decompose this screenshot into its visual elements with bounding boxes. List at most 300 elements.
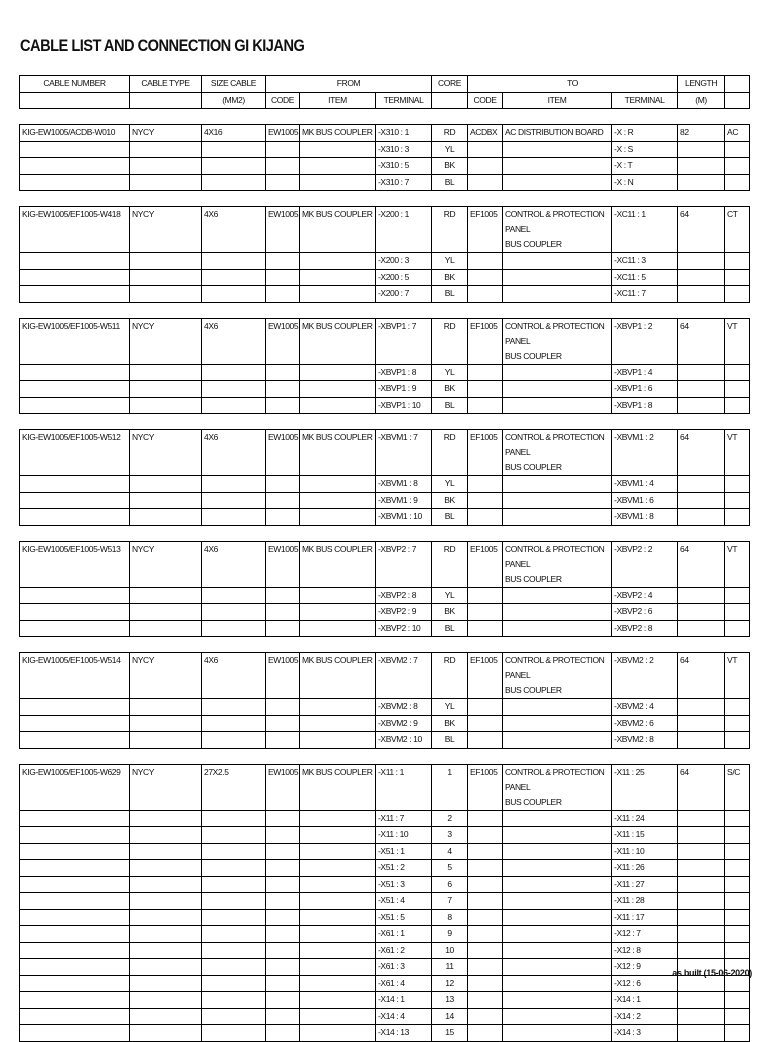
table-row bbox=[20, 587, 750, 604]
length-cell bbox=[678, 509, 725, 526]
to-item-cell bbox=[503, 476, 612, 493]
length-cell bbox=[678, 926, 725, 943]
table-row bbox=[20, 286, 750, 303]
from-item-cell bbox=[300, 174, 376, 191]
size-cell: 4X6 bbox=[202, 207, 266, 253]
length-cell bbox=[678, 810, 725, 827]
size-cell bbox=[202, 959, 266, 976]
from-item-cell: MK BUS COUPLER bbox=[300, 430, 376, 476]
to-code-cell bbox=[468, 732, 503, 749]
cable-number-cell bbox=[20, 926, 130, 943]
to-item-cell bbox=[503, 827, 612, 844]
to-item-line-2: BUS COUPLER bbox=[505, 685, 562, 695]
spacer-cell bbox=[266, 748, 300, 764]
to-item-cell bbox=[503, 587, 612, 604]
length-cell: 64 bbox=[678, 653, 725, 699]
from-code-cell bbox=[266, 810, 300, 827]
header-core: CORE bbox=[432, 76, 468, 93]
table-row bbox=[20, 207, 750, 253]
to-item-cell bbox=[503, 909, 612, 926]
size-cell bbox=[202, 381, 266, 398]
from-code-cell bbox=[266, 699, 300, 716]
spacer-cell bbox=[376, 525, 432, 541]
core-cell: 10 bbox=[432, 942, 468, 959]
from-code-cell bbox=[266, 269, 300, 286]
spacer-cell bbox=[376, 302, 432, 318]
table-row bbox=[20, 699, 750, 716]
spacer-cell bbox=[468, 109, 503, 125]
from-item-cell bbox=[300, 699, 376, 716]
to-item-cell bbox=[503, 430, 612, 476]
size-cell bbox=[202, 876, 266, 893]
to-item-cell bbox=[503, 1025, 612, 1042]
to-code-cell bbox=[468, 926, 503, 943]
spacer-cell bbox=[376, 191, 432, 207]
cable-number-cell bbox=[20, 1025, 130, 1042]
from-code-cell bbox=[266, 476, 300, 493]
core-cell: YL bbox=[432, 587, 468, 604]
to-terminal-cell: -XBVM2 : 4 bbox=[612, 699, 678, 716]
table-row bbox=[20, 269, 750, 286]
to-item-cell bbox=[503, 620, 612, 637]
from-terminal-cell: -XBVM2 : 8 bbox=[376, 699, 432, 716]
from-code-cell bbox=[266, 604, 300, 621]
spacer-cell bbox=[202, 109, 266, 125]
core-cell: BL bbox=[432, 620, 468, 637]
to-terminal-cell: -X11 : 28 bbox=[612, 893, 678, 910]
from-code-cell bbox=[266, 715, 300, 732]
from-code-cell: EW1005 bbox=[266, 541, 300, 587]
from-terminal-cell: -XBVP2 : 8 bbox=[376, 587, 432, 604]
length-cell bbox=[678, 476, 725, 493]
length-cell bbox=[678, 732, 725, 749]
core-cell: BL bbox=[432, 397, 468, 414]
spacer-cell bbox=[432, 637, 468, 653]
to-item-line-2: BUS COUPLER bbox=[505, 239, 562, 249]
cable-type-cell bbox=[130, 269, 202, 286]
length-cell bbox=[678, 942, 725, 959]
from-terminal-cell: -X61 : 2 bbox=[376, 942, 432, 959]
from-code-cell bbox=[266, 587, 300, 604]
to-code-cell: EF1005 bbox=[468, 207, 503, 253]
spacer-cell bbox=[725, 414, 750, 430]
from-terminal-cell: -X51 : 4 bbox=[376, 893, 432, 910]
length-cell: 64 bbox=[678, 430, 725, 476]
from-item-cell bbox=[300, 158, 376, 175]
core-cell: 3 bbox=[432, 827, 468, 844]
purpose-cell bbox=[725, 810, 750, 827]
to-item-line-2: BUS COUPLER bbox=[505, 573, 562, 584]
to-code-cell bbox=[468, 992, 503, 1009]
from-terminal-cell: -X200 : 7 bbox=[376, 286, 432, 303]
purpose-cell bbox=[725, 364, 750, 381]
core-cell: 1 bbox=[432, 764, 468, 810]
spacer-cell bbox=[678, 191, 725, 207]
core-cell: 9 bbox=[432, 926, 468, 943]
purpose-cell bbox=[725, 620, 750, 637]
spacer-cell bbox=[503, 191, 612, 207]
length-cell bbox=[678, 715, 725, 732]
cable-number-cell bbox=[20, 876, 130, 893]
to-terminal-cell: -X11 : 27 bbox=[612, 876, 678, 893]
length-cell bbox=[678, 397, 725, 414]
to-terminal-cell: -X11 : 25 bbox=[612, 764, 678, 810]
from-item-cell bbox=[300, 397, 376, 414]
cable-number-cell bbox=[20, 860, 130, 877]
from-terminal-cell: -XBVP2 : 10 bbox=[376, 620, 432, 637]
from-terminal-cell: -X310 : 7 bbox=[376, 174, 432, 191]
cable-table bbox=[19, 75, 750, 1042]
to-terminal-cell: -X : T bbox=[612, 158, 678, 175]
from-terminal-cell: -X310 : 5 bbox=[376, 158, 432, 175]
spacer-cell bbox=[678, 525, 725, 541]
from-item-cell bbox=[300, 860, 376, 877]
from-item-cell bbox=[300, 827, 376, 844]
size-cell bbox=[202, 141, 266, 158]
cable-type-cell bbox=[130, 810, 202, 827]
spacer-cell bbox=[678, 637, 725, 653]
spacer-cell bbox=[300, 302, 376, 318]
length-cell bbox=[678, 1025, 725, 1042]
core-cell: RD bbox=[432, 125, 468, 142]
purpose-cell: VT bbox=[725, 318, 750, 364]
cable-number-cell bbox=[20, 381, 130, 398]
spacer-cell bbox=[468, 191, 503, 207]
table-row bbox=[20, 141, 750, 158]
to-terminal-cell: -X14 : 3 bbox=[612, 1025, 678, 1042]
to-item-line-1: CONTROL & PROTECTION PANEL bbox=[505, 209, 605, 234]
spacer-cell bbox=[725, 525, 750, 541]
to-terminal-cell: -XBVP2 : 4 bbox=[612, 587, 678, 604]
spacer-cell bbox=[468, 525, 503, 541]
cable-type-cell: NYCY bbox=[130, 207, 202, 253]
size-cell bbox=[202, 620, 266, 637]
purpose-cell bbox=[725, 141, 750, 158]
cable-number-cell bbox=[20, 174, 130, 191]
purpose-cell bbox=[725, 926, 750, 943]
cable-type-cell bbox=[130, 286, 202, 303]
header-from: FROM bbox=[266, 76, 432, 93]
from-terminal-cell: -X14 : 1 bbox=[376, 992, 432, 1009]
from-item-cell bbox=[300, 732, 376, 749]
to-item-cell bbox=[503, 992, 612, 1009]
cable-type-cell bbox=[130, 860, 202, 877]
spacer-cell bbox=[300, 191, 376, 207]
core-cell: 11 bbox=[432, 959, 468, 976]
cable-type-cell bbox=[130, 715, 202, 732]
length-cell bbox=[678, 827, 725, 844]
from-item-cell bbox=[300, 843, 376, 860]
spacer-cell bbox=[612, 302, 678, 318]
core-cell: YL bbox=[432, 699, 468, 716]
spacer-cell bbox=[130, 414, 202, 430]
size-cell bbox=[202, 909, 266, 926]
table-row bbox=[20, 1008, 750, 1025]
from-item-cell bbox=[300, 926, 376, 943]
from-code-cell bbox=[266, 509, 300, 526]
core-cell: 7 bbox=[432, 893, 468, 910]
to-code-cell bbox=[468, 381, 503, 398]
spacer-cell bbox=[678, 302, 725, 318]
cable-type-cell bbox=[130, 732, 202, 749]
to-code-cell bbox=[468, 715, 503, 732]
to-terminal-cell: -X11 : 15 bbox=[612, 827, 678, 844]
spacer-cell bbox=[432, 748, 468, 764]
length-cell bbox=[678, 620, 725, 637]
length-cell bbox=[678, 843, 725, 860]
from-item-cell bbox=[300, 1025, 376, 1042]
to-code-cell bbox=[468, 942, 503, 959]
length-cell bbox=[678, 364, 725, 381]
from-item-cell bbox=[300, 959, 376, 976]
from-code-cell bbox=[266, 860, 300, 877]
length-cell: 64 bbox=[678, 318, 725, 364]
to-terminal-cell: -X : N bbox=[612, 174, 678, 191]
core-cell: 14 bbox=[432, 1008, 468, 1025]
table-row bbox=[20, 893, 750, 910]
purpose-cell: VT bbox=[725, 541, 750, 587]
cable-type-cell bbox=[130, 476, 202, 493]
to-code-cell bbox=[468, 827, 503, 844]
size-cell bbox=[202, 158, 266, 175]
size-cell bbox=[202, 1008, 266, 1025]
purpose-cell bbox=[725, 942, 750, 959]
spacer-cell bbox=[503, 302, 612, 318]
core-cell: BK bbox=[432, 158, 468, 175]
to-item-cell bbox=[503, 699, 612, 716]
cable-type-cell: NYCY bbox=[130, 125, 202, 142]
cable-type-cell bbox=[130, 158, 202, 175]
length-cell: 64 bbox=[678, 541, 725, 587]
spacer-cell bbox=[468, 414, 503, 430]
spacer-cell bbox=[266, 191, 300, 207]
cable-type-cell bbox=[130, 604, 202, 621]
spacer-cell bbox=[130, 525, 202, 541]
purpose-cell bbox=[725, 509, 750, 526]
purpose-cell bbox=[725, 876, 750, 893]
spacer-cell bbox=[20, 525, 130, 541]
length-cell bbox=[678, 174, 725, 191]
from-code-cell: EW1005 bbox=[266, 318, 300, 364]
to-code-cell: EF1005 bbox=[468, 653, 503, 699]
to-item-cell bbox=[503, 604, 612, 621]
from-terminal-cell: -XBVP2 : 7 bbox=[376, 541, 432, 587]
to-terminal-cell: -X11 : 26 bbox=[612, 860, 678, 877]
from-code-cell bbox=[266, 876, 300, 893]
to-terminal-cell: -XBVP2 : 6 bbox=[612, 604, 678, 621]
core-cell: 6 bbox=[432, 876, 468, 893]
spacer-cell bbox=[612, 414, 678, 430]
to-item-line-2: BUS COUPLER bbox=[505, 462, 562, 472]
cable-type-cell bbox=[130, 909, 202, 926]
table-row bbox=[20, 992, 750, 1009]
from-item-cell bbox=[300, 975, 376, 992]
spacer-cell bbox=[266, 637, 300, 653]
to-terminal-cell: -X : R bbox=[612, 125, 678, 142]
spacer-cell bbox=[300, 525, 376, 541]
header-from-terminal: TERMINAL bbox=[376, 92, 432, 109]
spacer-cell bbox=[376, 109, 432, 125]
spacer-cell bbox=[376, 414, 432, 430]
spacer-cell bbox=[300, 637, 376, 653]
cable-number-cell: KIG-EW1005/ACDB-W010 bbox=[20, 125, 130, 142]
length-cell bbox=[678, 141, 725, 158]
to-code-cell bbox=[468, 699, 503, 716]
table-row bbox=[20, 909, 750, 926]
to-terminal-cell: -X12 : 6 bbox=[612, 975, 678, 992]
core-cell: BK bbox=[432, 604, 468, 621]
size-cell bbox=[202, 699, 266, 716]
purpose-cell: VT bbox=[725, 653, 750, 699]
core-cell: 15 bbox=[432, 1025, 468, 1042]
to-item-cell bbox=[503, 509, 612, 526]
cable-type-cell bbox=[130, 381, 202, 398]
core-cell: RD bbox=[432, 653, 468, 699]
to-item-cell bbox=[503, 158, 612, 175]
cable-type-cell bbox=[130, 1025, 202, 1042]
from-code-cell bbox=[266, 253, 300, 270]
header-size-unit: (MM2) bbox=[202, 92, 266, 109]
table-row bbox=[20, 843, 750, 860]
purpose-cell bbox=[725, 909, 750, 926]
purpose-cell bbox=[725, 286, 750, 303]
purpose-cell bbox=[725, 1025, 750, 1042]
cable-number-cell bbox=[20, 843, 130, 860]
cable-type-cell bbox=[130, 876, 202, 893]
purpose-cell bbox=[725, 476, 750, 493]
to-item-cell bbox=[503, 269, 612, 286]
cable-number-cell bbox=[20, 492, 130, 509]
table-row bbox=[20, 381, 750, 398]
from-terminal-cell: -XBVP1 : 7 bbox=[376, 318, 432, 364]
purpose-cell: CT bbox=[725, 207, 750, 253]
size-cell bbox=[202, 732, 266, 749]
spacer-cell bbox=[725, 109, 750, 125]
header-blank bbox=[725, 76, 750, 93]
from-code-cell bbox=[266, 893, 300, 910]
to-item-cell bbox=[503, 653, 612, 699]
cable-number-cell bbox=[20, 141, 130, 158]
length-cell bbox=[678, 587, 725, 604]
to-item-cell bbox=[503, 715, 612, 732]
to-code-cell bbox=[468, 397, 503, 414]
from-terminal-cell: -X11 : 10 bbox=[376, 827, 432, 844]
header-blank bbox=[725, 92, 750, 109]
core-cell: BL bbox=[432, 732, 468, 749]
table-row bbox=[20, 541, 750, 587]
cable-type-cell: NYCY bbox=[130, 541, 202, 587]
from-code-cell bbox=[266, 364, 300, 381]
from-code-cell bbox=[266, 381, 300, 398]
size-cell bbox=[202, 860, 266, 877]
size-cell: 27X2.5 bbox=[202, 764, 266, 810]
to-item-cell bbox=[503, 893, 612, 910]
header-to-item: ITEM bbox=[503, 92, 612, 109]
to-item-cell bbox=[503, 764, 612, 810]
to-item-line-1: CONTROL & PROTECTION PANEL bbox=[505, 655, 605, 680]
cable-number-cell bbox=[20, 397, 130, 414]
spacer-cell bbox=[266, 525, 300, 541]
from-terminal-cell: -X200 : 5 bbox=[376, 269, 432, 286]
to-terminal-cell: -XBVP1 : 8 bbox=[612, 397, 678, 414]
from-terminal-cell: -X61 : 1 bbox=[376, 926, 432, 943]
length-cell bbox=[678, 860, 725, 877]
cable-number-cell bbox=[20, 158, 130, 175]
purpose-cell bbox=[725, 269, 750, 286]
from-item-cell: MK BUS COUPLER bbox=[300, 541, 376, 587]
spacer-cell bbox=[20, 637, 130, 653]
to-terminal-cell: -X12 : 9 bbox=[612, 959, 678, 976]
to-code-cell bbox=[468, 620, 503, 637]
cable-type-cell bbox=[130, 959, 202, 976]
spacer-cell bbox=[612, 525, 678, 541]
from-item-cell: MK BUS COUPLER bbox=[300, 207, 376, 253]
header-from-item: ITEM bbox=[300, 92, 376, 109]
size-cell bbox=[202, 1025, 266, 1042]
cable-number-cell bbox=[20, 604, 130, 621]
length-cell bbox=[678, 1008, 725, 1025]
spacer-cell bbox=[20, 109, 130, 125]
cable-number-cell: KIG-EW1005/EF1005-W513 bbox=[20, 541, 130, 587]
from-terminal-cell: -X14 : 13 bbox=[376, 1025, 432, 1042]
purpose-cell bbox=[725, 732, 750, 749]
to-code-cell: EF1005 bbox=[468, 764, 503, 810]
spacer-cell bbox=[202, 414, 266, 430]
spacer-cell bbox=[503, 109, 612, 125]
spacer-cell bbox=[20, 191, 130, 207]
table-row bbox=[20, 253, 750, 270]
length-cell bbox=[678, 992, 725, 1009]
to-terminal-cell: -XBVM1 : 2 bbox=[612, 430, 678, 476]
from-terminal-cell: -X61 : 4 bbox=[376, 975, 432, 992]
spacer-cell bbox=[266, 302, 300, 318]
cable-number-cell bbox=[20, 732, 130, 749]
table-row bbox=[20, 732, 750, 749]
core-cell: RD bbox=[432, 207, 468, 253]
spacer-cell bbox=[376, 748, 432, 764]
to-terminal-cell: -XBVM1 : 4 bbox=[612, 476, 678, 493]
length-cell bbox=[678, 893, 725, 910]
to-terminal-cell: -XBVM1 : 8 bbox=[612, 509, 678, 526]
size-cell bbox=[202, 926, 266, 943]
size-cell: 4X6 bbox=[202, 653, 266, 699]
spacer-cell bbox=[678, 748, 725, 764]
core-cell: 12 bbox=[432, 975, 468, 992]
spacer-cell bbox=[202, 302, 266, 318]
header-row-2 bbox=[20, 92, 750, 109]
cable-type-cell bbox=[130, 620, 202, 637]
cable-number-cell bbox=[20, 959, 130, 976]
table-row bbox=[20, 715, 750, 732]
table-row bbox=[20, 620, 750, 637]
to-code-cell bbox=[468, 893, 503, 910]
spacer-cell bbox=[300, 748, 376, 764]
spacer-cell bbox=[300, 414, 376, 430]
purpose-cell bbox=[725, 492, 750, 509]
to-code-cell bbox=[468, 1008, 503, 1025]
from-terminal-cell: -XBVM1 : 7 bbox=[376, 430, 432, 476]
table-row bbox=[20, 653, 750, 699]
spacer-cell bbox=[432, 414, 468, 430]
purpose-cell bbox=[725, 604, 750, 621]
spacer-cell bbox=[130, 191, 202, 207]
to-code-cell bbox=[468, 587, 503, 604]
to-item-cell bbox=[503, 1008, 612, 1025]
table-row bbox=[20, 364, 750, 381]
core-cell: RD bbox=[432, 318, 468, 364]
spacer-cell bbox=[468, 637, 503, 653]
group-spacer bbox=[20, 414, 750, 430]
